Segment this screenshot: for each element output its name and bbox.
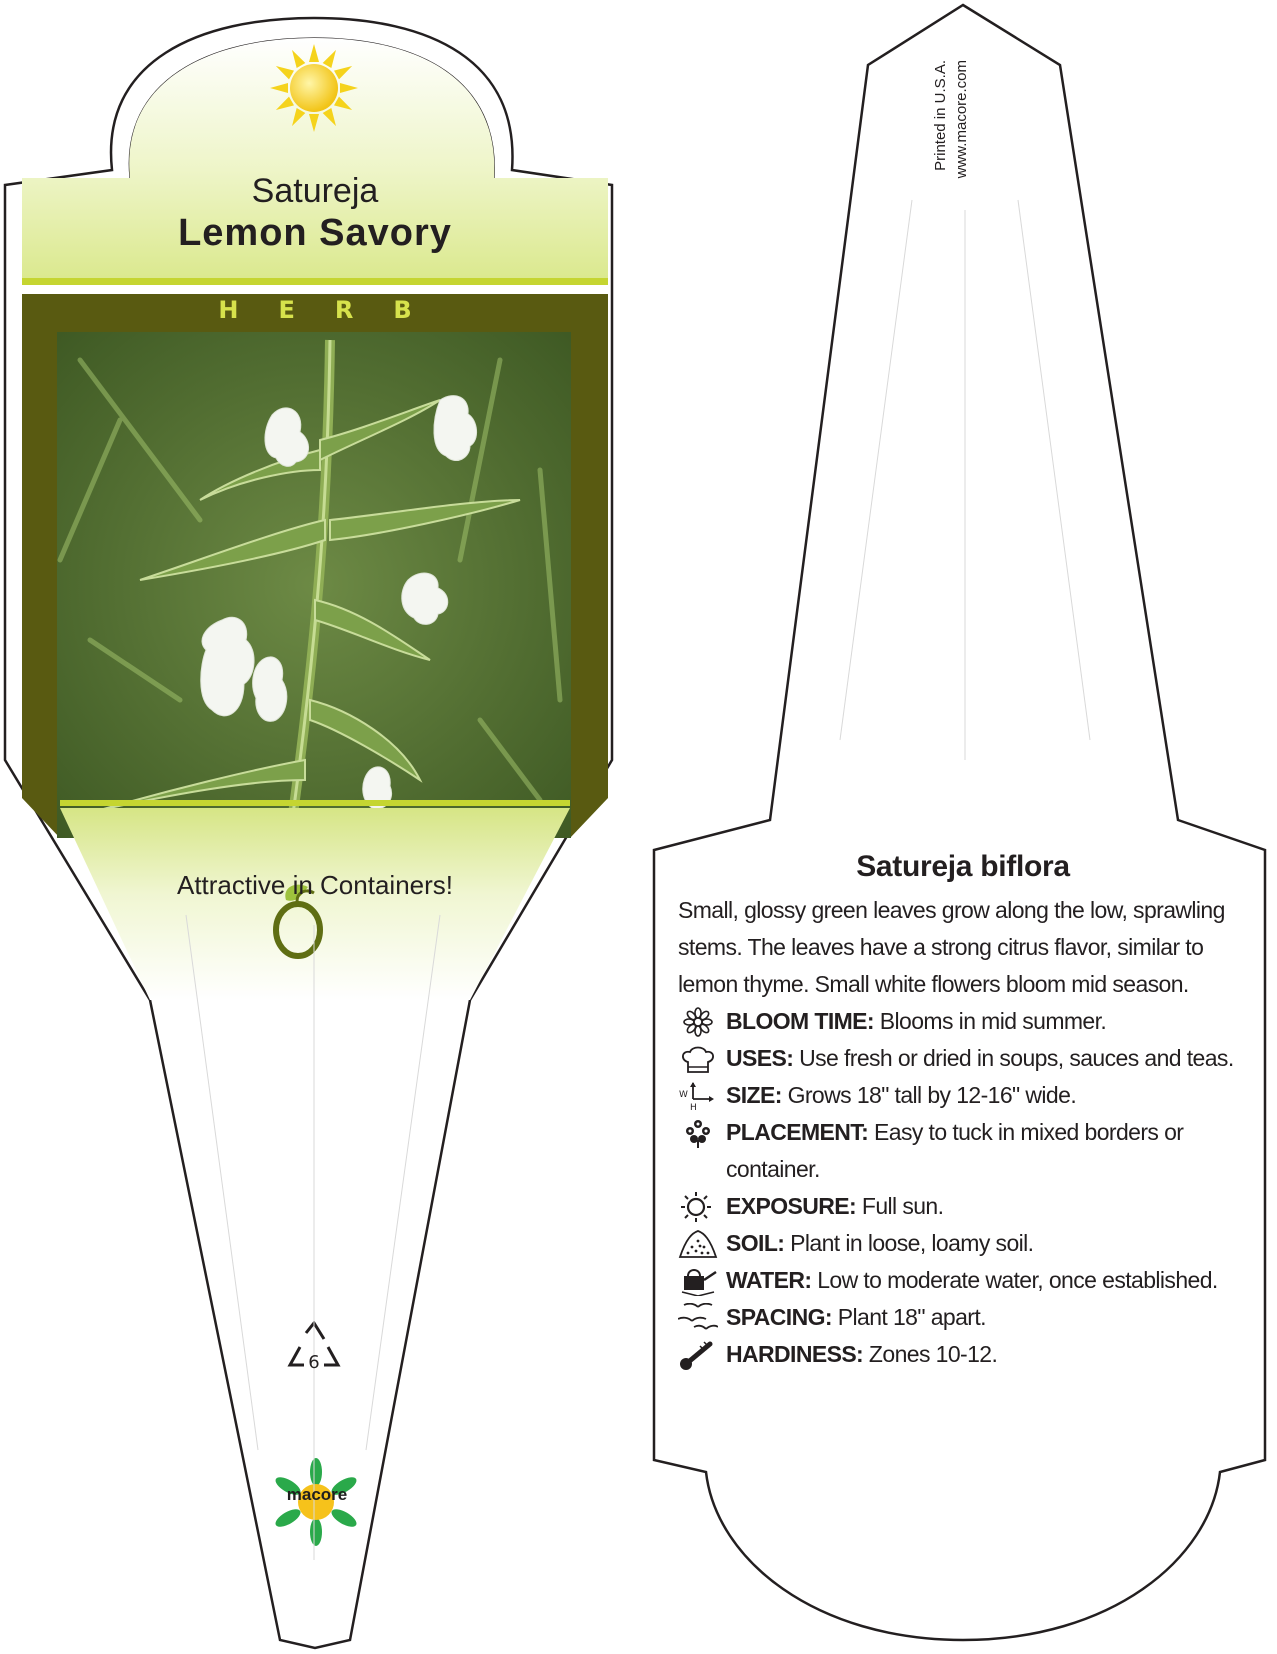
attribute-placement [678,1114,1248,1188]
attribute-text: Plant in loose, loamy soil. [790,1230,1034,1256]
attribute-label: BLOOM TIME: [726,1008,874,1034]
brand-name: macore [286,1485,348,1504]
placement-icon [678,1118,718,1148]
attribute-text: Easy to tuck in mixed borders or container. [726,1119,1184,1182]
attribute-exposure [678,1188,1248,1225]
attribute-label: WATER: [726,1267,812,1293]
attribute-label: SOIL: [726,1230,785,1256]
soil-icon [678,1229,718,1259]
attribute-uses [678,1040,1248,1077]
attribute-text: Use fresh or dried in soups, sauces and teas. [799,1045,1234,1071]
recycle-code: 6 [308,1352,320,1373]
size-icon [678,1081,718,1111]
attribute-text: Low to moderate water, once established. [817,1267,1218,1293]
botanical-name: Satureja biflora [856,850,1070,883]
plant-photo [57,332,571,838]
attribute-label: HARDINESS: [726,1341,864,1367]
spacing-icon [678,1303,718,1333]
attribute-spacing [678,1299,1248,1336]
attribute-label: USES: [726,1045,794,1071]
attribute-label: SIZE: [726,1082,782,1108]
attribute-label: SPACING: [726,1304,832,1330]
back-info [678,850,1248,1373]
tagline: Attractive in Containers! [176,870,453,900]
back-tag-outline [654,5,1265,1640]
attribute-bloom-time [678,1003,1248,1040]
attribute-text: Full sun. [861,1193,944,1219]
svg-text:W: W [679,1090,688,1100]
header-band [22,278,608,285]
attribute-text: Zones 10-12. [868,1341,998,1367]
printed-note [930,60,972,220]
chef-hat-icon [678,1044,718,1074]
attribute-water [678,1262,1248,1299]
category-label: HERB [218,296,452,324]
attribute-label: EXPOSURE: [726,1193,857,1219]
attribute-label: PLACEMENT: [726,1119,869,1145]
common-name: Lemon Savory [178,212,452,254]
flower-icon [678,1007,718,1037]
sun-icon [678,1192,718,1222]
watering-can-icon [678,1266,718,1296]
attribute-soil [678,1225,1248,1262]
svg-text:H: H [690,1103,697,1111]
website: www.macore.com [953,60,970,179]
attribute-text: Grows 18" tall by 12-16" wide. [787,1082,1077,1108]
description: Small, glossy green leaves grow along the low, sprawling stems. The leaves have a strong citrus flavor, similar to lemon thyme. Small white flowers bloom mid season. [678,897,1225,997]
attribute-text: Blooms in mid summer. [879,1008,1107,1034]
attribute-size [678,1077,1248,1114]
attribute-hardiness [678,1336,1248,1373]
printed-in: Printed in U.S.A. [932,60,949,171]
genus-name: Satureja [251,172,379,210]
thermometer-icon [678,1340,718,1370]
attribute-text: Plant 18" apart. [837,1304,986,1330]
